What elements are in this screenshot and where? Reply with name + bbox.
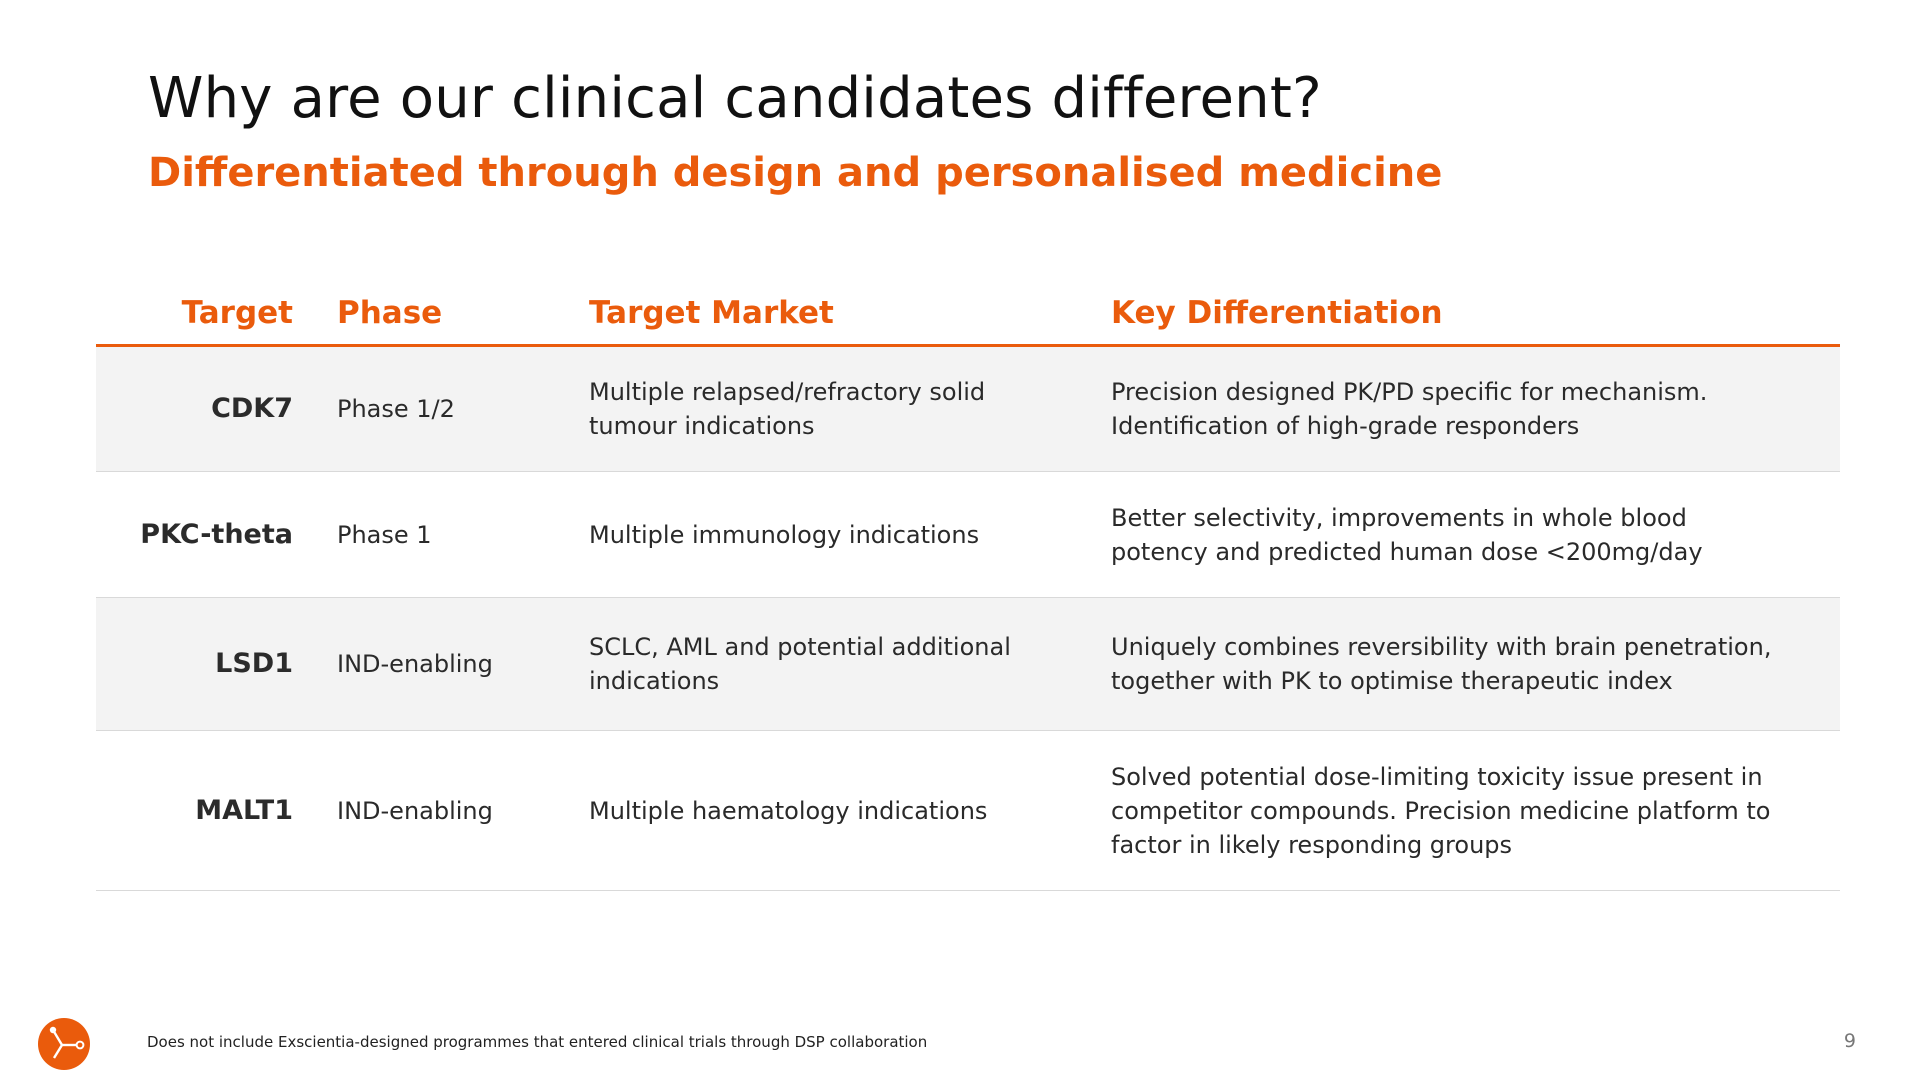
- header-target-market: Target Market: [589, 295, 834, 331]
- header-target: Target: [181, 295, 293, 331]
- row-market: [589, 630, 1111, 698]
- row-market-line: Multiple immunology indications: [589, 520, 980, 549]
- row-market: [589, 375, 1111, 443]
- row-phase: IND-enabling: [337, 796, 493, 825]
- table-row: [96, 472, 1840, 598]
- row-differentiation-line: potency and predicted human dose <200mg/day: [1111, 537, 1703, 566]
- page-number: 9: [1843, 1030, 1856, 1052]
- row-differentiation-line: Precision designed PK/PD specific for mechanism.: [1111, 378, 1708, 406]
- row-market-line: indications: [589, 667, 720, 695]
- molecule-logo-icon: [38, 1018, 90, 1070]
- row-market-line: tumour indications: [589, 412, 815, 440]
- row-market-line: Multiple relapsed/refractory solid: [589, 378, 986, 406]
- row-target: PKC-theta: [140, 518, 293, 550]
- footnote: Does not include Exscientia-designed programmes that entered clinical trials through DSP collaboration: [147, 1033, 928, 1051]
- row-phase: Phase 1: [337, 520, 432, 549]
- page-title: Why are our clinical candidates different?: [148, 66, 1322, 131]
- table-header: [96, 282, 1840, 347]
- header-phase: Phase: [337, 295, 443, 331]
- row-market-line: SCLC, AML and potential additional: [589, 633, 1011, 661]
- row-market-line: Multiple haematology indications: [589, 796, 988, 825]
- row-differentiation-line: Better selectivity, improvements in whole blood: [1111, 503, 1687, 532]
- page-subtitle: Differentiated through design and personalised medicine: [148, 150, 1443, 196]
- row-differentiation: [1111, 630, 1840, 698]
- row-differentiation: [1111, 501, 1840, 569]
- row-differentiation-line: Uniquely combines reversibility with brain penetration,: [1111, 633, 1772, 661]
- candidates-table: [96, 282, 1840, 891]
- row-target: MALT1: [195, 794, 293, 826]
- row-differentiation-line: together with PK to optimise therapeutic index: [1111, 667, 1673, 695]
- row-differentiation-line: factor in likely responding groups: [1111, 830, 1513, 859]
- header-key-differentiation: Key Differentiation: [1111, 295, 1443, 331]
- row-target: LSD1: [215, 648, 293, 679]
- table-row: [96, 731, 1840, 891]
- row-target: CDK7: [211, 393, 293, 424]
- row-phase: Phase 1/2: [337, 395, 455, 423]
- row-market: [589, 518, 1111, 552]
- table-row: [96, 347, 1840, 472]
- row-differentiation-line: Identification of high-grade responders: [1111, 412, 1580, 440]
- row-differentiation: [1111, 375, 1840, 443]
- row-market: [589, 794, 1111, 828]
- row-differentiation-line: Solved potential dose-limiting toxicity issue present in: [1111, 762, 1763, 791]
- row-phase: IND-enabling: [337, 650, 493, 678]
- row-differentiation: [1111, 760, 1840, 862]
- table-row: [96, 598, 1840, 731]
- row-differentiation-line: competitor compounds. Precision medicine platform to: [1111, 796, 1771, 825]
